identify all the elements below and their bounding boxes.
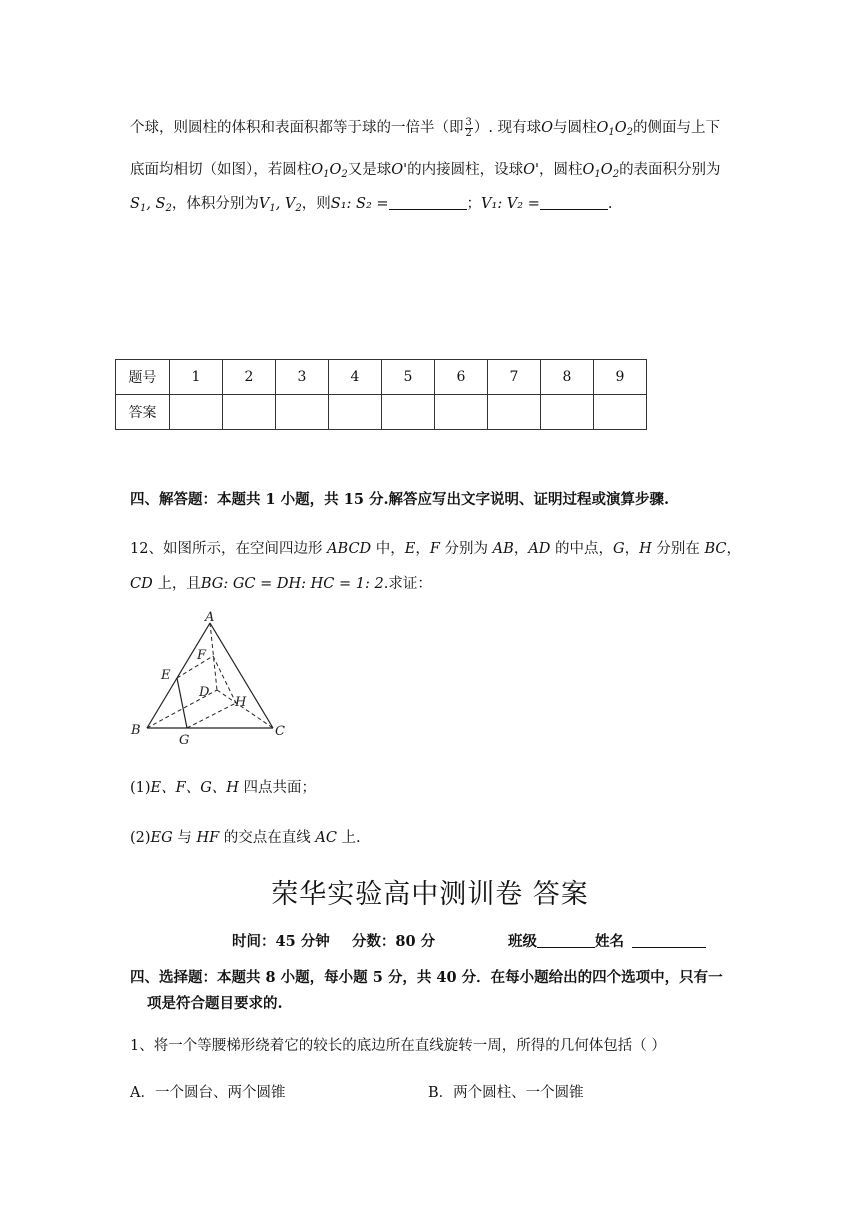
problem11-line3 [130,192,612,214]
table-cell-number: 8 [541,360,594,395]
answer-cell[interactable] [382,395,435,430]
section4-heading: 四、解答题：本题共 1 小题，共 15 分.解答应写出文字说明、证明过程或演算步骤. [130,491,670,508]
table-cell-number: 9 [594,360,647,395]
S1-S2: $S_1$, $S_2$ [130,196,172,214]
answer-cell[interactable] [594,395,647,430]
label-A: A [205,610,215,625]
text: ，圆柱 [539,162,583,178]
text: . [607,196,613,212]
table-row-numbers [116,360,647,395]
text: 个球，则圆柱的体积和表面积都等于球的一倍半（即 [130,120,464,136]
text: 与圆柱 [552,120,597,136]
answer-cell[interactable] [276,395,329,430]
text: ）. 现有球 [473,120,542,136]
text: ； [466,196,482,212]
edge-AC [210,623,273,728]
answer-cell[interactable] [223,395,276,430]
label-B: B [131,723,141,738]
cylinder-O1O2: $O_1O_2$ [582,162,620,180]
label-D: D [199,685,210,700]
question1: 1、将一个等腰梯形绕着它的较长的底边所在直线旋转一周，所得的几何体包括（ ） [130,1038,666,1054]
surface-ratio: S₁: S₂ = [330,196,389,212]
sphere-O: O [541,120,553,136]
blank-surface-ratio[interactable] [389,195,467,210]
text: 的表面积分别为 [619,162,721,178]
choice-section-heading-line2: 项是符合题目要求的. [147,995,283,1012]
volume-ratio: V₁: V₂ = [481,196,540,212]
label-H: H [235,695,247,710]
label-G: G [179,733,190,748]
name-field[interactable] [632,933,706,948]
text: 底面均相切（如图），若圆柱 [130,162,312,178]
problem12-part1: (1)E、F、G、H 四点共面； [130,780,317,796]
table-row-answers [116,395,647,430]
problem12-line2: CD 上，且BG: GC = DH: HC = 1: 2.求证： [130,576,432,592]
text: 又是球 [347,162,392,178]
table-header-question-no: 题号 [116,360,170,395]
table-cell-number: 1 [170,360,223,395]
class-field[interactable] [537,933,595,948]
tetrahedron-figure [125,608,295,748]
name-label: 姓名 [595,933,624,950]
text: 的侧面与上下 [633,120,721,136]
problem11-line2 [130,158,721,180]
answer-cell[interactable] [541,395,594,430]
label-C: C [275,724,285,739]
sphere-O-prime: O' [391,162,408,178]
fraction-three-halves: $\frac{3}{2}$ [465,116,472,139]
table-cell-number: 5 [382,360,435,395]
choice-section-heading-line1: 四、选择题：本题共 8 小题，每小题 5 分，共 40 分．在每小题给出的四个选项中，只有一 [130,969,723,986]
answer-table [115,359,647,430]
problem11-line1 [130,116,720,139]
label-E: E [161,668,171,683]
table-header-answer: 答案 [116,395,170,430]
problem12-part2: (2)EG 与 HF 的交点在直线 AC 上. [130,830,361,846]
text: ，则 [301,196,331,212]
exam-info-line [232,930,435,951]
segment-GH [187,703,236,728]
cylinder-O1O2: $O_1O_2$ [596,120,634,138]
class-label: 班级 [508,933,537,950]
edge-AB [147,623,210,728]
option-A: A．一个圆台、两个圆锥 [130,1085,286,1101]
student-info-line [508,930,706,951]
answer-sheet-title: 荣华实验高中测训卷 答案 [271,879,589,910]
text: 的内接圆柱，设球 [407,162,524,178]
table-cell-number: 7 [488,360,541,395]
table-cell-number: 2 [223,360,276,395]
answer-cell[interactable] [435,395,488,430]
problem12-line1: 12、如图所示，在空间四边形 ABCD 中，E，F 分别为 AB，AD 的中点，G，H 分别在 BC， [130,541,742,557]
option-B: B．两个圆柱、一个圆锥 [428,1085,584,1101]
answer-cell[interactable] [170,395,223,430]
segment-FH [213,656,236,703]
segment-EG [177,678,187,728]
segment-EF [177,656,213,678]
table-cell-number: 3 [276,360,329,395]
table-cell-number: 6 [435,360,488,395]
sphere-O-prime: O' [523,162,540,178]
text: ，体积分别为 [171,196,259,212]
blank-volume-ratio[interactable] [540,195,608,210]
exam-score: 分数：80 分 [351,933,436,950]
cylinder-O1O2: $O_1O_2$ [311,162,348,180]
answer-cell[interactable] [329,395,382,430]
V1-V2: $V_1$, $V_2$ [258,196,302,214]
label-F: F [197,648,207,663]
ratio-equation: BG: GC = DH: HC = 1: 2 [200,576,384,592]
table-cell-number: 4 [329,360,382,395]
exam-time: 时间：45 分钟 [232,933,330,950]
answer-cell[interactable] [488,395,541,430]
